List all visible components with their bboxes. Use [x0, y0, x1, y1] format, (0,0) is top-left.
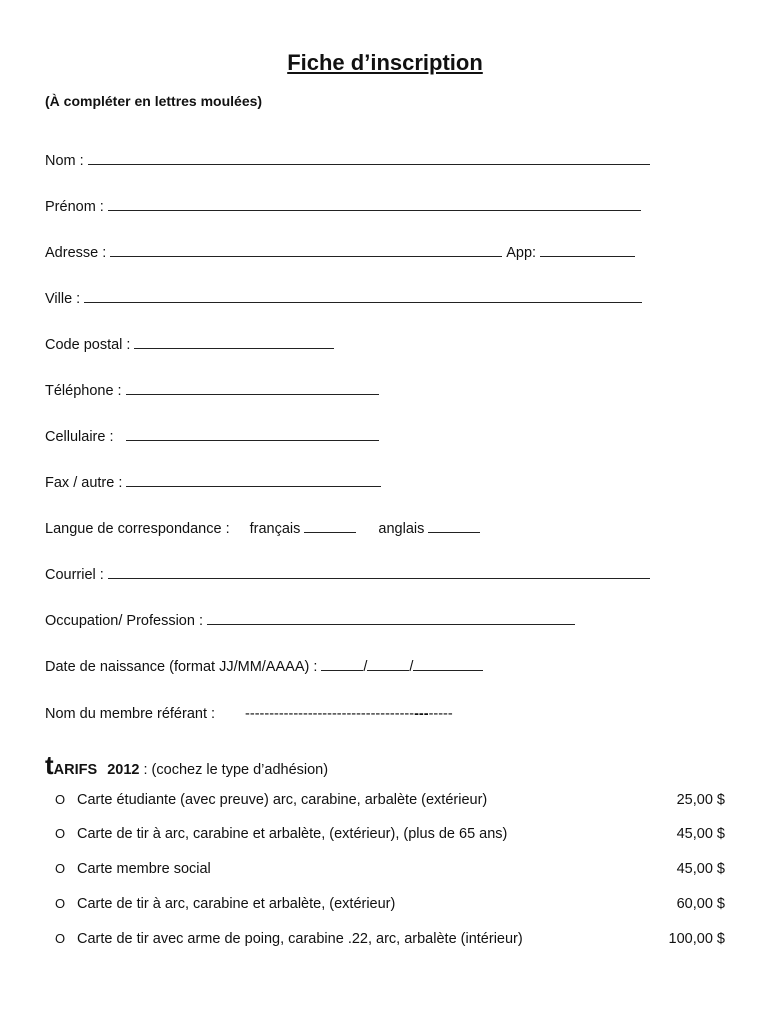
- langue-row: [45, 518, 480, 537]
- courriel-label: Courriel :: [45, 567, 104, 583]
- tarif-option-price: 45,00 $: [676, 826, 725, 842]
- referant-dashes-bold: ---: [414, 706, 429, 722]
- date-naissance-row: [45, 656, 483, 675]
- ville-row: [45, 288, 642, 307]
- adresse-label: Adresse :: [45, 245, 107, 261]
- fax-field[interactable]: [126, 472, 381, 487]
- membre-referant-field[interactable]: [245, 706, 453, 722]
- tarif-option-label: Carte de tir à arc, carabine et arbalète, (extérieur): [77, 896, 396, 912]
- date-day-field[interactable]: [321, 656, 363, 671]
- telephone-label: Téléphone :: [45, 383, 122, 399]
- prenom-field[interactable]: [108, 196, 641, 211]
- tarif-option-price: 45,00 $: [676, 861, 725, 877]
- ville-label: Ville :: [45, 291, 81, 307]
- code-postal-row: [45, 334, 334, 353]
- date-naissance-label: Date de naissance (format JJ/MM/AAAA) :: [45, 659, 318, 675]
- tarif-option-5[interactable]: [55, 931, 725, 947]
- tarifs-heading-rest: ARIFS: [53, 762, 98, 778]
- app-field[interactable]: [540, 242, 635, 257]
- prenom-row: [45, 196, 641, 215]
- tarif-option-label: Carte de tir à arc, carabine et arbalète, (extérieur), (plus de 65 ans): [77, 826, 508, 842]
- form-subtitle: (À compléter en lettres moulées): [45, 93, 263, 109]
- nom-field[interactable]: [88, 150, 650, 165]
- tarif-option-price: 25,00 $: [676, 792, 725, 808]
- referant-dashes-end: -----: [428, 706, 453, 722]
- cellulaire-row: [45, 426, 379, 445]
- cellulaire-label: Cellulaire :: [45, 429, 114, 445]
- anglais-label: anglais: [378, 521, 425, 537]
- tarifs-heading-initial: t: [45, 750, 54, 780]
- telephone-field[interactable]: [126, 380, 379, 395]
- tarifs-year: 2012: [107, 762, 140, 778]
- code-postal-label: Code postal :: [45, 337, 131, 353]
- radio-circle-icon[interactable]: O: [55, 931, 66, 946]
- adresse-field[interactable]: [110, 242, 502, 257]
- app-label: App:: [506, 245, 537, 261]
- tarif-option-3[interactable]: [55, 861, 725, 877]
- radio-circle-icon[interactable]: O: [55, 861, 66, 876]
- occupation-row: [45, 610, 575, 629]
- date-year-field[interactable]: [413, 656, 483, 671]
- tarif-option-label: Carte de tir avec arme de poing, carabine .22, arc, arbalète (intérieur): [77, 931, 523, 947]
- radio-circle-icon[interactable]: O: [55, 826, 66, 841]
- radio-circle-icon[interactable]: O: [55, 792, 66, 807]
- fax-label: Fax / autre :: [45, 475, 123, 491]
- tarifs-heading: [45, 750, 328, 781]
- membre-referant-label: Nom du membre référant :: [45, 706, 216, 722]
- francais-label: français: [249, 521, 301, 537]
- tarifs-note: : (cochez le type d’adhésion): [143, 762, 329, 778]
- date-separator: /: [363, 659, 368, 675]
- courriel-row: [45, 564, 650, 583]
- referant-dashes: -----------------------------------: [245, 706, 415, 722]
- tarif-option-label: Carte membre social: [77, 861, 211, 877]
- occupation-field[interactable]: [207, 610, 575, 625]
- nom-label: Nom :: [45, 153, 84, 169]
- tarif-option-label: Carte étudiante (avec preuve) arc, carabine, arbalète (extérieur): [77, 792, 488, 808]
- radio-circle-icon[interactable]: O: [55, 896, 66, 911]
- tarif-option-1[interactable]: [55, 792, 725, 808]
- courriel-field[interactable]: [108, 564, 650, 579]
- membre-referant-row: [45, 706, 453, 722]
- langue-label: Langue de correspondance :: [45, 521, 230, 537]
- code-postal-field[interactable]: [134, 334, 334, 349]
- tarif-option-price: 60,00 $: [676, 896, 725, 912]
- fax-row: [45, 472, 381, 491]
- tarif-option-4[interactable]: [55, 896, 725, 912]
- date-month-field[interactable]: [367, 656, 409, 671]
- tarif-option-price: 100,00 $: [668, 931, 725, 947]
- date-separator: /: [409, 659, 414, 675]
- tarif-option-2[interactable]: [55, 826, 725, 842]
- ville-field[interactable]: [84, 288, 642, 303]
- prenom-label: Prénom :: [45, 199, 104, 215]
- telephone-row: [45, 380, 379, 399]
- occupation-label: Occupation/ Profession :: [45, 613, 203, 629]
- francais-checkbox-line[interactable]: [304, 518, 356, 533]
- anglais-checkbox-line[interactable]: [428, 518, 480, 533]
- form-title: Fiche d’inscription: [287, 50, 483, 75]
- cellulaire-field[interactable]: [126, 426, 379, 441]
- adresse-row: [45, 242, 635, 261]
- nom-row: [45, 150, 650, 169]
